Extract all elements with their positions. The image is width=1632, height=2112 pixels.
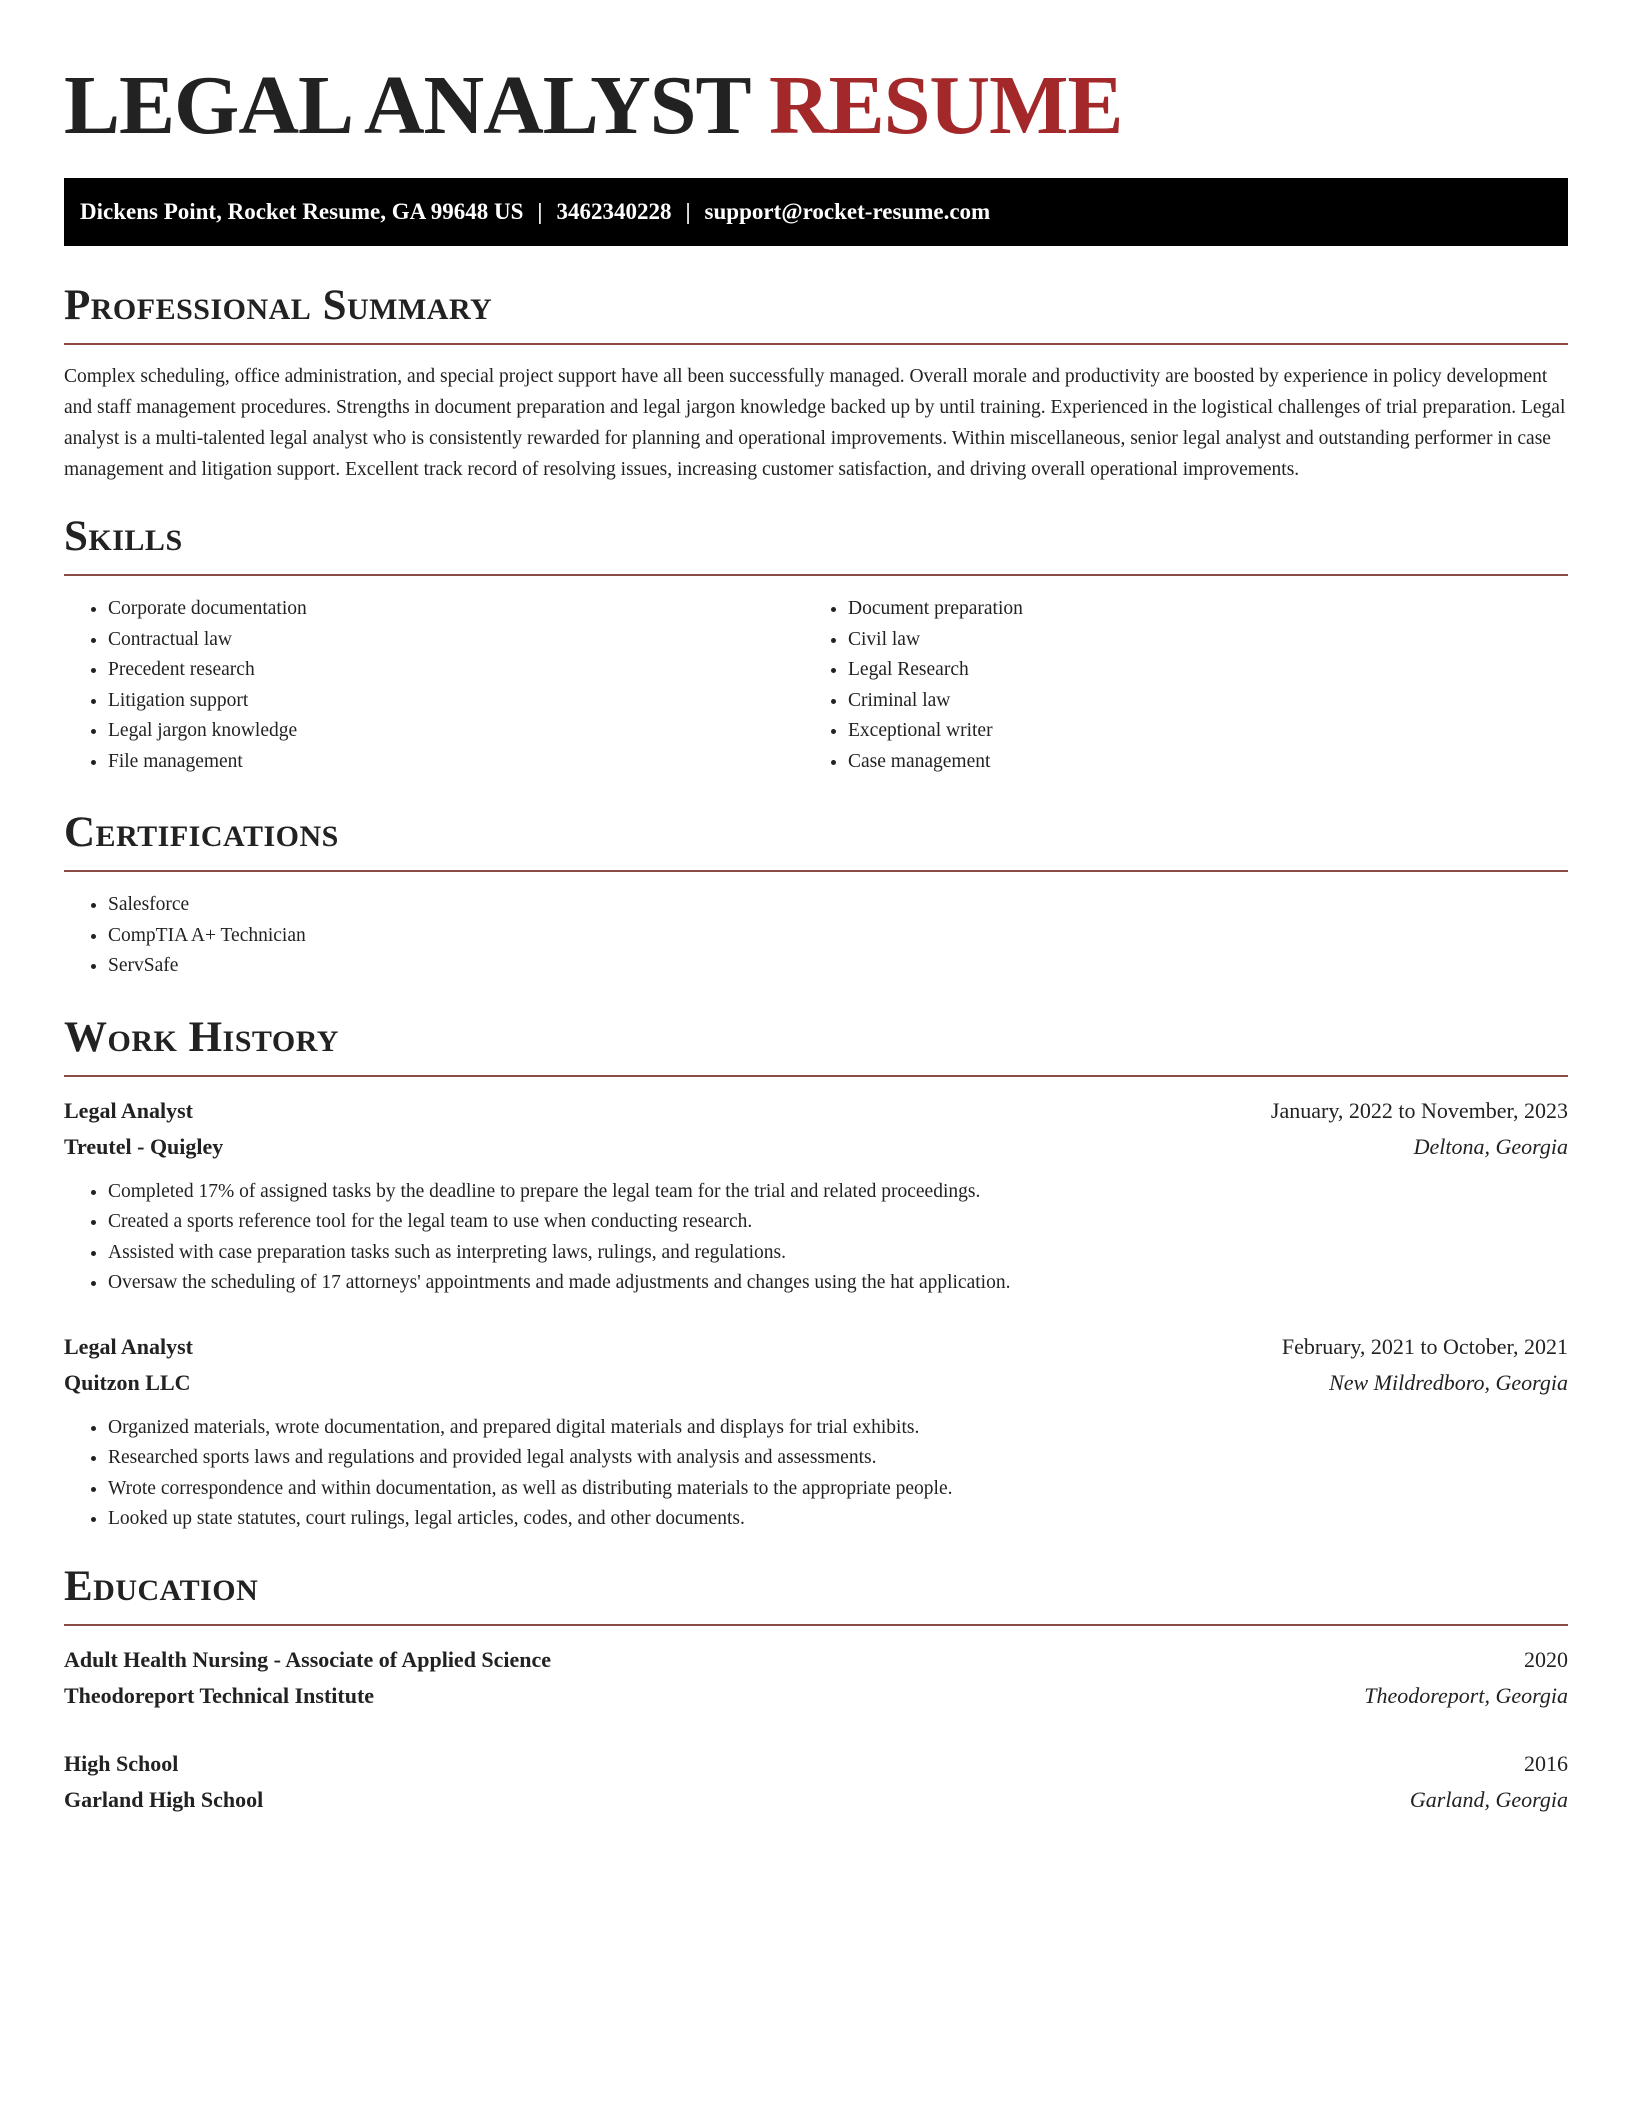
- education-degree: Adult Health Nursing - Associate of Applied Science: [64, 1646, 552, 1672]
- certification-item: • Salesforce: [108, 890, 1568, 921]
- skills-columns: [64, 594, 1568, 777]
- skill-item: • Civil law: [848, 625, 1544, 656]
- job-bullet: • Assisted with case preparation tasks such as interpreting laws, rulings, and regulations.: [108, 1238, 1568, 1269]
- contact-address: Dickens Point, Rocket Resume, GA 99648 US: [80, 199, 524, 224]
- resume-title: [64, 59, 1568, 152]
- job-entry: [64, 1329, 1568, 1535]
- education-school-row: [64, 1782, 1568, 1818]
- job-bullet: • Created a sports reference tool for the legal team to use when conducting research.: [108, 1207, 1568, 1238]
- summary-text: Complex scheduling, office administration, and special project support have all been successfully managed. Overall morale and productivity are boosted by experience in policy development and staff management procedures. Strengths in document preparation and legal jargon knowledge backed up by until training. Experienced in the logistical challenges of trial preparation. Legal analyst is a multi-talented legal analyst who is consistently rewarded for planning and operational improvements. Within miscellaneous, senior legal analyst and outstanding performer in case management and litigation support. Excellent track record of resolving issues, increasing customer satisfaction, and driving overall operational improvements.: [64, 366, 1566, 480]
- education-year: 2020: [1524, 1646, 1568, 1672]
- job-title: Legal Analyst: [64, 1097, 193, 1123]
- job-company-row: [64, 1365, 1568, 1401]
- skill-item: • Exceptional writer: [848, 716, 1544, 747]
- certification-item: • CompTIA A+ Technician: [108, 921, 1568, 952]
- section-heading-certifications: Certifications: [64, 809, 339, 856]
- section-heading-work-history: Work History: [64, 1013, 339, 1061]
- job-company: Treutel - Quigley: [64, 1133, 224, 1159]
- job-dates: February, 2021 to October, 2021: [1281, 1333, 1568, 1359]
- education-header-row: [64, 1642, 1568, 1678]
- education-location: Garland, Georgia: [1409, 1786, 1568, 1812]
- education-section: [64, 1562, 1568, 1818]
- skills-column-right: [804, 594, 1544, 777]
- skill-item: • File management: [108, 747, 804, 778]
- job-bullet: • Oversaw the scheduling of 17 attorneys' appointments and made adjustments and changes using the hat application.: [108, 1268, 1568, 1299]
- job-location: Deltona, Georgia: [1413, 1133, 1568, 1159]
- job-entry: [64, 1093, 1568, 1299]
- education-header-row: [64, 1746, 1568, 1782]
- title-role: LEGAL ANALYST: [64, 59, 750, 152]
- education-entry: [64, 1746, 1568, 1818]
- section-heading-education: Education: [64, 1562, 259, 1610]
- job-location: New Mildredboro, Georgia: [1329, 1369, 1568, 1395]
- skill-item: • Case management: [848, 747, 1544, 778]
- job-company: Quitzon LLC: [64, 1369, 191, 1395]
- title-resume-word: RESUME: [769, 59, 1123, 152]
- section-divider: [64, 343, 1568, 345]
- section-divider: [64, 574, 1568, 576]
- section-divider: [64, 870, 1568, 872]
- education-entry: [64, 1642, 1568, 1714]
- skills-section: [64, 515, 1568, 777]
- education-school: Theodoreport Technical Institute: [64, 1682, 375, 1708]
- section-divider: [64, 1075, 1568, 1077]
- certification-item: • ServSafe: [108, 951, 1568, 982]
- education-location: Theodoreport, Georgia: [1364, 1682, 1568, 1708]
- job-header-row: [64, 1093, 1568, 1129]
- skill-item: • Contractual law: [108, 625, 804, 656]
- contact-email: support@rocket-resume.com: [704, 199, 991, 224]
- work-history-section: [64, 1013, 1568, 1535]
- job-title: Legal Analyst: [64, 1333, 193, 1359]
- section-divider: [64, 1624, 1568, 1626]
- skill-item: • Precedent research: [108, 655, 804, 686]
- skill-item: • Criminal law: [848, 686, 1544, 717]
- section-heading-summary: Professional Summary: [64, 282, 493, 329]
- certifications-section: [64, 811, 1568, 982]
- contact-separator: |: [537, 199, 543, 224]
- education-school: Garland High School: [64, 1786, 264, 1812]
- job-bullet: • Wrote correspondence and within documentation, as well as distributing materials to the appropriate people.: [108, 1474, 1568, 1505]
- job-bullet: • Organized materials, wrote documentation, and prepared digital materials and displays for trial exhibits.: [108, 1413, 1568, 1444]
- skill-item: • Corporate documentation: [108, 594, 804, 625]
- skill-item: • Legal Research: [848, 655, 1544, 686]
- summary-section: [64, 284, 1568, 485]
- job-dates: January, 2022 to November, 2023: [1270, 1097, 1568, 1123]
- education-year: 2016: [1524, 1750, 1568, 1776]
- education-degree: High School: [64, 1750, 179, 1776]
- job-bullet: • Completed 17% of assigned tasks by the deadline to prepare the legal team for the trial and related proceedings.: [108, 1177, 1568, 1208]
- skill-item: • Document preparation: [848, 594, 1544, 625]
- job-header-row: [64, 1329, 1568, 1365]
- education-school-row: [64, 1678, 1568, 1714]
- section-heading-skills: Skills: [64, 513, 183, 560]
- skills-column-left: [64, 594, 804, 777]
- job-bullet: • Looked up state statutes, court rulings, legal articles, codes, and other documents.: [108, 1504, 1568, 1535]
- contact-phone: 3462340228: [556, 199, 672, 224]
- contact-bar: [64, 178, 1568, 246]
- skill-item: • Litigation support: [108, 686, 804, 717]
- job-company-row: [64, 1129, 1568, 1165]
- job-bullet: • Researched sports laws and regulations and provided legal analysts with analysis and assessments.: [108, 1443, 1568, 1474]
- skill-item: • Legal jargon knowledge: [108, 716, 804, 747]
- contact-separator: |: [685, 199, 691, 224]
